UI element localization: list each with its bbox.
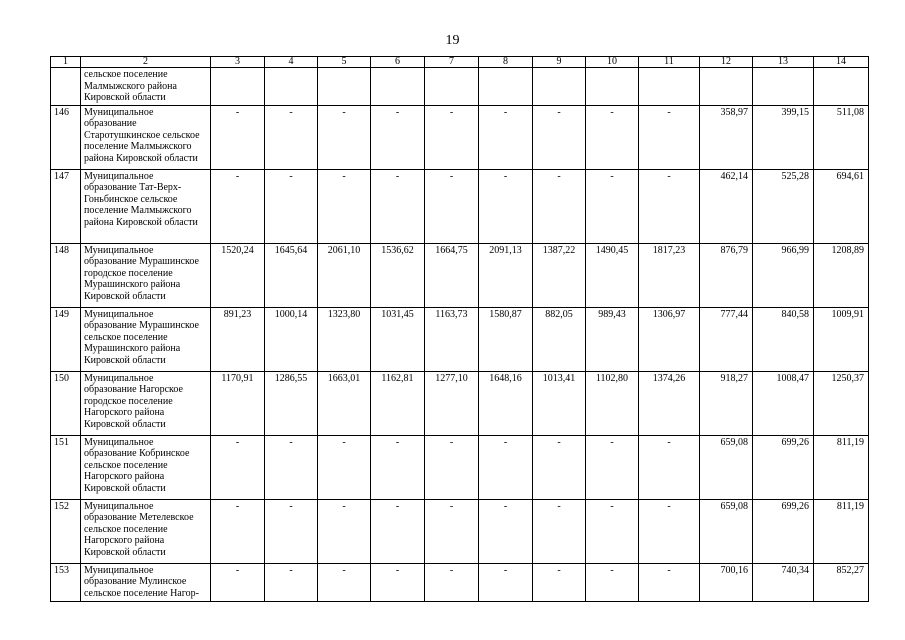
value-cell: 1009,91	[814, 307, 869, 371]
value-cell: -	[211, 499, 265, 563]
value-cell: 511,08	[814, 105, 869, 169]
table-row	[51, 435, 869, 499]
value-cell: -	[211, 105, 265, 169]
value-cell: -	[586, 169, 639, 243]
value-cell: 1008,47	[753, 371, 814, 435]
value-cell: -	[265, 169, 318, 243]
value-cell: 852,27	[814, 563, 869, 601]
value-cell: 1162,81	[371, 371, 425, 435]
value-cell: 1323,80	[318, 307, 371, 371]
row-number: 150	[51, 371, 81, 435]
value-cell: 966,99	[753, 243, 814, 307]
value-cell: 1286,55	[265, 371, 318, 435]
column-header: 11	[639, 57, 700, 68]
value-cell: 1387,22	[533, 243, 586, 307]
value-cell: -	[211, 169, 265, 243]
row-number: 147	[51, 169, 81, 243]
value-cell: 918,27	[700, 371, 753, 435]
row-number: 148	[51, 243, 81, 307]
value-cell: 1374,26	[639, 371, 700, 435]
value-cell: -	[425, 435, 479, 499]
table-row	[51, 68, 869, 106]
value-cell	[753, 68, 814, 106]
value-cell: -	[371, 499, 425, 563]
value-cell: -	[425, 563, 479, 601]
value-cell: -	[318, 169, 371, 243]
value-cell: 1031,45	[371, 307, 425, 371]
value-cell: -	[586, 435, 639, 499]
column-header: 5	[318, 57, 371, 68]
value-cell: 1663,01	[318, 371, 371, 435]
row-number: 151	[51, 435, 81, 499]
value-cell: 358,97	[700, 105, 753, 169]
value-cell	[371, 68, 425, 106]
value-cell: -	[639, 105, 700, 169]
value-cell: 1013,41	[533, 371, 586, 435]
column-header: 10	[586, 57, 639, 68]
value-cell: 891,23	[211, 307, 265, 371]
value-cell: 1208,89	[814, 243, 869, 307]
value-cell: 694,61	[814, 169, 869, 243]
column-header: 14	[814, 57, 869, 68]
value-cell: -	[425, 499, 479, 563]
value-cell: 1664,75	[425, 243, 479, 307]
row-number: 152	[51, 499, 81, 563]
value-cell: -	[639, 169, 700, 243]
value-cell: 1817,23	[639, 243, 700, 307]
value-cell	[586, 68, 639, 106]
row-number: 153	[51, 563, 81, 601]
value-cell: -	[318, 105, 371, 169]
value-cell: 700,16	[700, 563, 753, 601]
value-cell	[425, 68, 479, 106]
municipality-name: Муниципальное образование Мурашинское сельское поселение Мурашинского района Кировской области	[81, 307, 211, 371]
value-cell: -	[479, 105, 533, 169]
value-cell: -	[639, 563, 700, 601]
column-header: 9	[533, 57, 586, 68]
value-cell: -	[586, 499, 639, 563]
value-cell: 1250,37	[814, 371, 869, 435]
municipality-name: Муниципальное образование Старотушкинское сельское поселение Малмыжского района Кировской области	[81, 105, 211, 169]
value-cell: -	[371, 105, 425, 169]
municipality-name: Муниципальное образование Мурашинское городское поселение Мурашинского района Кировской области	[81, 243, 211, 307]
value-cell: 1000,14	[265, 307, 318, 371]
municipality-name: Муниципальное образование Тат-Верх-Гоньбинское сельское поселение Малмыжского района Кировской области	[81, 169, 211, 243]
value-cell: 1102,80	[586, 371, 639, 435]
value-cell: 882,05	[533, 307, 586, 371]
value-cell: 740,34	[753, 563, 814, 601]
value-cell: -	[479, 563, 533, 601]
value-cell	[211, 68, 265, 106]
table-body	[51, 68, 869, 602]
value-cell: -	[318, 499, 371, 563]
value-cell: 1645,64	[265, 243, 318, 307]
column-header: 13	[753, 57, 814, 68]
value-cell: 1490,45	[586, 243, 639, 307]
value-cell: 1163,73	[425, 307, 479, 371]
value-cell: 659,08	[700, 499, 753, 563]
column-header: 2	[81, 57, 211, 68]
row-number	[51, 68, 81, 106]
value-cell: 399,15	[753, 105, 814, 169]
column-header: 1	[51, 57, 81, 68]
table-row	[51, 169, 869, 243]
value-cell: 1648,16	[479, 371, 533, 435]
value-cell	[700, 68, 753, 106]
value-cell: -	[639, 499, 700, 563]
municipality-name: Муниципальное образование Мулинское сельское поселение Нагор-	[81, 563, 211, 601]
value-cell: 876,79	[700, 243, 753, 307]
value-cell: -	[318, 563, 371, 601]
value-cell: -	[533, 435, 586, 499]
municipality-name: сельское поселение Малмыжского района Кировской области	[81, 68, 211, 106]
row-number: 146	[51, 105, 81, 169]
value-cell: -	[211, 563, 265, 601]
value-cell: -	[533, 499, 586, 563]
value-cell: 840,58	[753, 307, 814, 371]
value-cell	[533, 68, 586, 106]
table-header	[51, 57, 869, 68]
value-cell: 1277,10	[425, 371, 479, 435]
value-cell: -	[318, 435, 371, 499]
row-number: 149	[51, 307, 81, 371]
value-cell	[639, 68, 700, 106]
value-cell: 2091,13	[479, 243, 533, 307]
value-cell: -	[639, 435, 700, 499]
value-cell: 811,19	[814, 499, 869, 563]
value-cell: -	[479, 499, 533, 563]
column-header: 6	[371, 57, 425, 68]
value-cell: 1306,97	[639, 307, 700, 371]
value-cell: 699,26	[753, 435, 814, 499]
table-row	[51, 371, 869, 435]
value-cell: 1520,24	[211, 243, 265, 307]
data-table	[50, 56, 869, 602]
value-cell: 659,08	[700, 435, 753, 499]
column-header: 4	[265, 57, 318, 68]
municipality-name: Муниципальное образование Кобринское сельское поселение Нагорского района Кировской области	[81, 435, 211, 499]
value-cell: -	[479, 435, 533, 499]
value-cell: -	[371, 169, 425, 243]
value-cell: 2061,10	[318, 243, 371, 307]
value-cell	[265, 68, 318, 106]
value-cell: 1536,62	[371, 243, 425, 307]
value-cell: -	[533, 169, 586, 243]
value-cell: 525,28	[753, 169, 814, 243]
table-row	[51, 105, 869, 169]
value-cell: -	[586, 105, 639, 169]
value-cell	[479, 68, 533, 106]
column-header: 3	[211, 57, 265, 68]
value-cell: -	[371, 435, 425, 499]
value-cell: -	[533, 563, 586, 601]
column-header: 12	[700, 57, 753, 68]
municipality-name: Муниципальное образование Метелевское сельское поселение Нагорского района Кировской области	[81, 499, 211, 563]
value-cell: 1170,91	[211, 371, 265, 435]
page-number: 19	[445, 33, 460, 48]
value-cell: 699,26	[753, 499, 814, 563]
value-cell: -	[265, 435, 318, 499]
value-cell: -	[479, 169, 533, 243]
value-cell	[814, 68, 869, 106]
value-cell: -	[265, 563, 318, 601]
value-cell: 989,43	[586, 307, 639, 371]
value-cell: -	[425, 105, 479, 169]
table-row	[51, 563, 869, 601]
value-cell: 1580,87	[479, 307, 533, 371]
value-cell: -	[586, 563, 639, 601]
value-cell: 777,44	[700, 307, 753, 371]
table-row	[51, 499, 869, 563]
value-cell: -	[533, 105, 586, 169]
value-cell: 811,19	[814, 435, 869, 499]
table-row	[51, 243, 869, 307]
value-cell: -	[211, 435, 265, 499]
value-cell	[318, 68, 371, 106]
municipality-name: Муниципальное образование Нагорское городское поселение Нагорского района Кировской области	[81, 371, 211, 435]
value-cell: -	[265, 105, 318, 169]
value-cell: -	[371, 563, 425, 601]
value-cell: -	[265, 499, 318, 563]
column-header: 8	[479, 57, 533, 68]
value-cell: 462,14	[700, 169, 753, 243]
table-row	[51, 307, 869, 371]
column-header: 7	[425, 57, 479, 68]
value-cell: -	[425, 169, 479, 243]
